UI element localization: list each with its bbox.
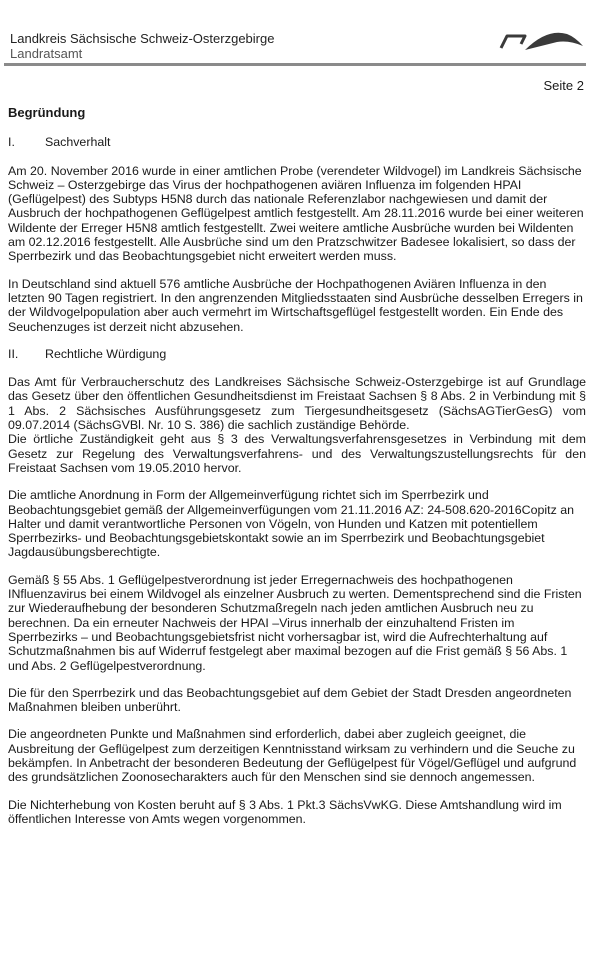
paragraph-erforderlichkeit: Die angeordneten Punkte und Maßnahmen sind erforderlich, dabei aber zugleich geeignet, die Ausbreitung der Geflügelpest zum derzeitigen Kenntnisstand wirksam zu verhindern und die Seuche zu bekämpfen. In Anbetracht der besonderen Bedeutung der Geflügelpest für Vögel/Geflügel und aufgrund des grundsätzlichen Zoonosecharakters auch für den Menschen sind sie dennoch angemessen. <box>8 727 577 785</box>
section-heading-2 <box>8 347 586 361</box>
paragraph-sachverhalt-1: Am 20. November 2016 wurde in einer amtlichen Probe (verendeter Wildvogel) im Landkreis Sächsische Schweiz – Osterzgebirge das Virus der hochpathogenen aviären Influenza im folgenden HPAI (Geflügelpest) des Subtyps H5N8 durch das nationale Referenzlabor nachgewiesen und damit der Ausbruch der hochpathogenen Geflügelpest amtlich festgestellt. Am 28.11.2016 wurde bei einer weiteren Wildente der Erreger H5N8 amtlich festgestellt. Zwei weitere amtliche Ausbrüche wurden bei Wildenten am 02.12.2016 festgestellt. Alle Ausbrüche sind um den Pratzschwitzer Badesee lokalisiert, so dass der Sperrbezirk und das Beobachtungsgebiet nicht erweitert werden muss. <box>8 163 584 264</box>
paragraph-sachverhalt-2: In Deutschland sind aktuell 576 amtliche Ausbrüche der Hochpathogenen Aviären Influenza in den letzten 90 Tagen registriert. In den angrenzenden Mitgliedsstaaten sind Ausbrüche desselben Erregers in der Wildvogelpopulation aber auch vermehrt im Wirtschaftsgeflügel festgestellt worden. Ein Ende des Seuchenzuges ist derzeit nicht abzusehen. <box>8 276 583 334</box>
paragraph-anordnung: Die amtliche Anordnung in Form der Allgemeinverfügung richtet sich im Sperrbezirk und Beobachtungsgebiet gemäß der Allgemeinverfügungen vom 21.11.2016 AZ: 24-508.620-2016Copitz an Halter und damit verantwortliche Personen von Vögeln, von Hunden und Katzen mit potentiellem Sperrbezirks- und Beobachtungsgebietskontakt sowie an im Sperrbezirk und Beobachtungsgebiet Jagdausübungsberechtigte. <box>8 488 574 560</box>
paragraph-kosten: Die Nichterhebung von Kosten beruht auf § 3 Abs. 1 Pkt.3 SächsVwKG. Diese Amtshandlung wird im öffentlichen Interesse von Amts wegen vorgenommen. <box>8 797 562 826</box>
document-title: Begründung <box>8 105 86 120</box>
document-body <box>8 106 586 839</box>
section-title: Rechtliche Würdigung <box>45 346 167 361</box>
section-number: II. <box>8 346 19 361</box>
header-divider <box>4 63 586 66</box>
paragraph-fristen: Gemäß § 55 Abs. 1 Geflügelpestverordnung ist jeder Erregernachweis des hochpathogenen INfluenzavirus bei einem Wildvogel als einzelner Ausbruch zu werten. Dementsprechend sind die Fristen zur Wiederaufhebung der besonderen Schutzmaßregeln nach jeden amtlichen Ausbruch neu zu berechnen. Da ein erneuter Nachweis der HPAI –Virus innerhalb der einzuhaltend Fristen im Sperrbezirks – und Beobachtungsgebietsfrist nicht vorhersagbar ist, wird die Aufrechterhaltung auf Schutzmaßnahmen bis auf Widerruf festgelegt aber maximal bezogen auf die Frist gemäß § 56 Abs. 1 und Abs. 2 Geflügelpestverordnung. <box>8 572 582 673</box>
page-number: Seite 2 <box>543 78 584 93</box>
paragraph-zustaendigkeit-sachlich: Das Amt für Verbraucherschutz des Landkreises Sächsische Schweiz-Osterzgebirge ist auf Grundlage das Gesetz über den öffentlichen Gesundheitsdienst im Freistaat Sachsen § 8 Abs. 2 in Verbindung mit § 1 Abs. 2 Sächsisches Ausführungsgesetz zum Tiergesundheitsgesetz (SächsAGTierGesG) vom 09.07.2014 (SächsGVBl. Nr. 10 S. 386) die sachlich zuständige Behörde. <box>8 375 586 433</box>
section-number: I. <box>8 135 15 150</box>
paragraph-zustaendigkeit-oertlich: Die örtliche Zuständigkeit geht aus § 3 des Verwaltungsverfahrensgesetzes in Verbindung mit dem Gesetz zur Regelung des Verwaltungsverfahrens- und des Verwaltungszustellungsrechts für den Freistaat Sachsen vom 19.05.2010 hervor. <box>8 432 586 475</box>
section-heading-1 <box>8 135 586 149</box>
paragraph-dresden: Die für den Sperrbezirk und das Beobachtungsgebiet auf dem Gebiet der Stadt Dresden angeordneten Maßnahmen bleiben unberührt. <box>8 685 572 715</box>
header-department: Landratsamt <box>10 46 83 61</box>
header-organization: Landkreis Sächsische Schweiz-Osterzgebirge <box>10 31 275 46</box>
district-logo-icon <box>495 22 585 62</box>
section-title: Sachverhalt <box>45 135 111 150</box>
